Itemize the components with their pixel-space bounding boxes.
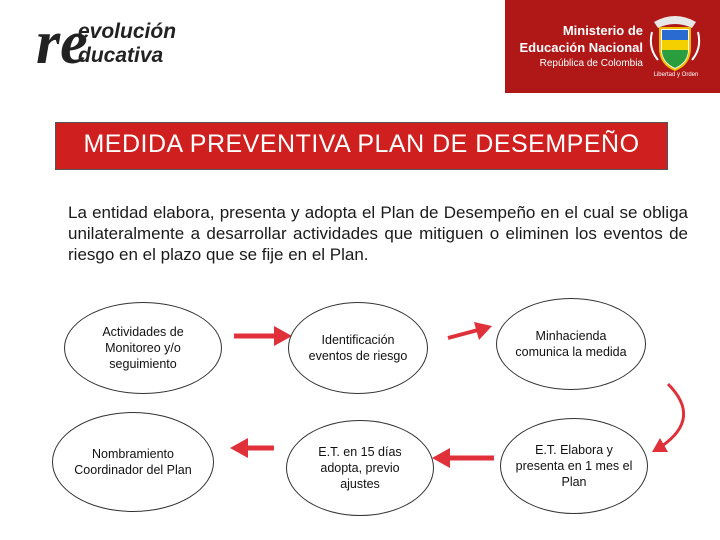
- logo-line-2: ducativa: [78, 44, 164, 67]
- intro-paragraph: La entidad elabora, presenta y adopta el Plan de Desempeño en el cual se obliga unilateralmente a desarrollar actividades que mitiguen o eliminen los eventos de riesgo en el plazo que se fije en el Plan.: [68, 203, 688, 264]
- ministry-line-3: República de Colombia: [539, 58, 643, 69]
- node-coordinador: Nombramiento Coordinador del Plan: [52, 412, 214, 512]
- node-adopta: E.T. en 15 días adopta, previo ajustes: [286, 420, 434, 516]
- node-monitoreo: Actividades de Monitoreo y/o seguimiento: [64, 302, 222, 394]
- node-riesgo: Identificación eventos de riesgo: [288, 302, 428, 394]
- arrow-monitoreo-to-riesgo: [234, 326, 292, 346]
- arrow-elabora-to-adopta: [432, 448, 494, 468]
- slide-title: MEDIDA PREVENTIVA PLAN DE DESEMPEÑO: [83, 130, 640, 158]
- arrow-adopta-to-coordinador: [230, 438, 274, 458]
- node-minhacienda: Minhacienda comunica la medida: [496, 298, 646, 390]
- ministry-line-1: Ministerio de: [562, 23, 643, 38]
- arrow-minhacienda-to-elabora: [652, 384, 684, 452]
- arrow-riesgo-to-minhacienda: [448, 322, 492, 340]
- logo-monogram: re: [36, 9, 88, 77]
- node-elabora: E.T. Elabora y presenta en 1 mes el Plan: [500, 418, 648, 514]
- logo-line-1: evolución: [78, 20, 177, 43]
- crest-caption: Libertad y Orden: [653, 72, 699, 78]
- ministry-line-2: Educación Nacional: [519, 40, 643, 55]
